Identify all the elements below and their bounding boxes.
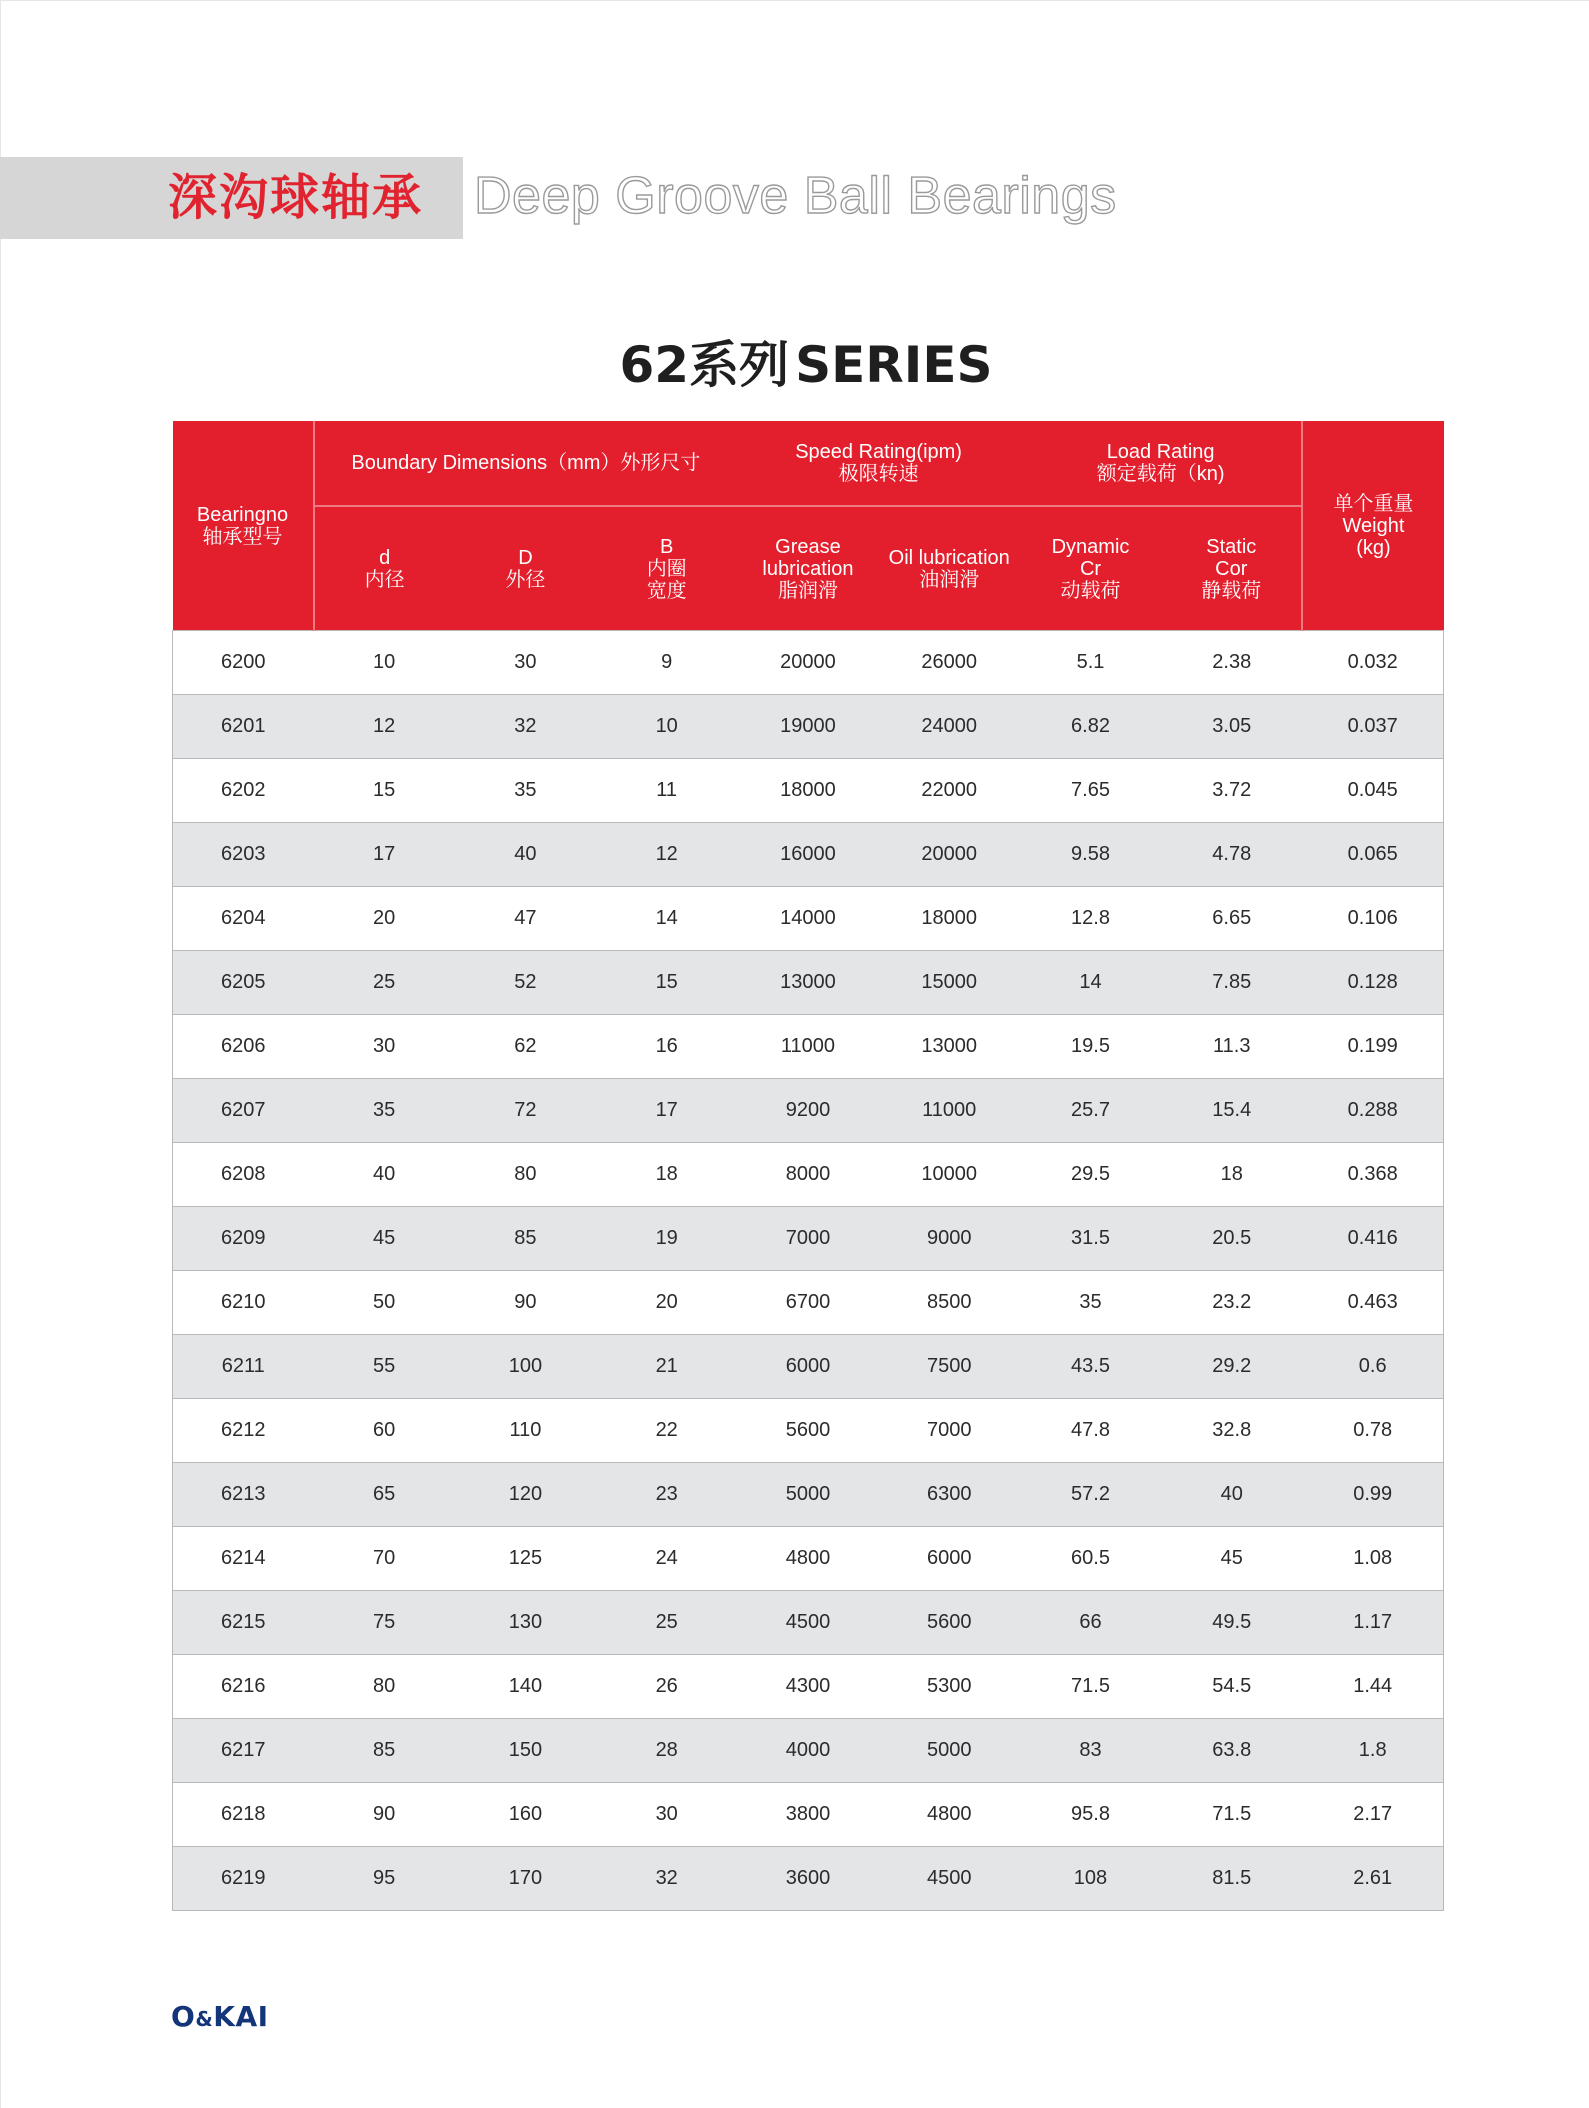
cell-bearing-no: 6207 [173, 1079, 314, 1143]
table-row [173, 1399, 1444, 1463]
cell-dynamic-load: 35 [1020, 1271, 1161, 1335]
cell-weight: 1.44 [1302, 1655, 1443, 1719]
cell-B: 22 [596, 1399, 737, 1463]
cell-weight: 1.8 [1302, 1719, 1443, 1783]
cell-oil-speed: 10000 [879, 1143, 1020, 1207]
cell-B: 10 [596, 695, 737, 759]
header-B-symbol: B [660, 535, 674, 558]
logo-right: KAI [213, 2000, 269, 2033]
cell-dynamic-load: 19.5 [1020, 1015, 1161, 1079]
cell-grease-speed: 9200 [737, 1079, 878, 1143]
cell-weight: 0.368 [1302, 1143, 1443, 1207]
cell-static-load: 11.3 [1161, 1015, 1302, 1079]
header-title-en: Deep Groove Ball Bearings [474, 167, 1117, 225]
cell-oil-speed: 6000 [879, 1527, 1020, 1591]
cell-grease-speed: 6000 [737, 1335, 878, 1399]
header-static-symbol: Cor [1215, 557, 1248, 580]
cell-grease-speed: 4800 [737, 1527, 878, 1591]
cell-d: 60 [314, 1399, 455, 1463]
cell-B: 25 [596, 1591, 737, 1655]
header-d-cn: 内径 [364, 568, 405, 591]
cell-weight: 0.045 [1302, 759, 1443, 823]
cell-grease-speed: 16000 [737, 823, 878, 887]
cell-static-load: 7.85 [1161, 951, 1302, 1015]
cell-bearing-no: 6211 [173, 1335, 314, 1399]
cell-static-load: 6.65 [1161, 887, 1302, 951]
bearing-spec-table [172, 421, 1444, 1911]
series-title-prefix: 62系列 [619, 336, 790, 394]
cell-static-load: 29.2 [1161, 1335, 1302, 1399]
cell-static-load: 32.8 [1161, 1399, 1302, 1463]
cell-grease-speed: 20000 [737, 631, 878, 695]
cell-B: 14 [596, 887, 737, 951]
cell-bearing-no: 6209 [173, 1207, 314, 1271]
cell-weight: 0.106 [1302, 887, 1443, 951]
table-row [173, 1591, 1444, 1655]
header-weight-en: Weight [1342, 514, 1405, 537]
header-static [1161, 506, 1302, 631]
cell-D: 130 [455, 1591, 596, 1655]
cell-d: 30 [314, 1015, 455, 1079]
cell-bearing-no: 6205 [173, 951, 314, 1015]
cell-grease-speed: 11000 [737, 1015, 878, 1079]
header-d [314, 506, 455, 631]
cell-d: 35 [314, 1079, 455, 1143]
cell-D: 80 [455, 1143, 596, 1207]
cell-oil-speed: 9000 [879, 1207, 1020, 1271]
cell-dynamic-load: 25.7 [1020, 1079, 1161, 1143]
cell-B: 23 [596, 1463, 737, 1527]
cell-D: 160 [455, 1783, 596, 1847]
cell-oil-speed: 4500 [879, 1847, 1020, 1911]
cell-d: 85 [314, 1719, 455, 1783]
cell-grease-speed: 7000 [737, 1207, 878, 1271]
header-oil-en: Oil lubrication [888, 546, 1010, 569]
header-oil-cn: 油润滑 [919, 568, 980, 591]
cell-dynamic-load: 66 [1020, 1591, 1161, 1655]
cell-oil-speed: 5300 [879, 1655, 1020, 1719]
cell-grease-speed: 3600 [737, 1847, 878, 1911]
cell-oil-speed: 4800 [879, 1783, 1020, 1847]
cell-weight: 0.199 [1302, 1015, 1443, 1079]
table-row [173, 951, 1444, 1015]
cell-dynamic-load: 6.82 [1020, 695, 1161, 759]
cell-d: 95 [314, 1847, 455, 1911]
cell-d: 12 [314, 695, 455, 759]
cell-d: 80 [314, 1655, 455, 1719]
cell-d: 10 [314, 631, 455, 695]
cell-oil-speed: 5000 [879, 1719, 1020, 1783]
cell-D: 90 [455, 1271, 596, 1335]
header-D-cn: 外径 [505, 568, 546, 591]
series-title [0, 330, 1589, 400]
cell-oil-speed: 5600 [879, 1591, 1020, 1655]
table-row [173, 1847, 1444, 1911]
cell-grease-speed: 4000 [737, 1719, 878, 1783]
cell-weight: 0.128 [1302, 951, 1443, 1015]
cell-weight: 0.6 [1302, 1335, 1443, 1399]
header-B-cn1: 内圈 [646, 557, 687, 580]
cell-d: 65 [314, 1463, 455, 1527]
cell-grease-speed: 18000 [737, 759, 878, 823]
cell-static-load: 23.2 [1161, 1271, 1302, 1335]
cell-oil-speed: 7000 [879, 1399, 1020, 1463]
cell-B: 17 [596, 1079, 737, 1143]
cell-static-load: 4.78 [1161, 823, 1302, 887]
cell-bearing-no: 6218 [173, 1783, 314, 1847]
cell-B: 11 [596, 759, 737, 823]
cell-oil-speed: 8500 [879, 1271, 1020, 1335]
header-speed-cn: 极限转速 [838, 463, 919, 485]
cell-weight: 0.065 [1302, 823, 1443, 887]
cell-B: 28 [596, 1719, 737, 1783]
header-load-cn: 额定载荷（kn) [1096, 463, 1225, 485]
cell-bearing-no: 6219 [173, 1847, 314, 1911]
cell-d: 17 [314, 823, 455, 887]
header-D-symbol: D [518, 546, 533, 569]
header-dynamic-symbol: Cr [1079, 557, 1102, 580]
cell-d: 25 [314, 951, 455, 1015]
cell-D: 40 [455, 823, 596, 887]
series-title-suffix: SERIES [795, 336, 993, 394]
header-grease [737, 506, 878, 631]
cell-static-load: 45 [1161, 1527, 1302, 1591]
cell-d: 55 [314, 1335, 455, 1399]
cell-dynamic-load: 71.5 [1020, 1655, 1161, 1719]
cell-grease-speed: 5000 [737, 1463, 878, 1527]
cell-D: 150 [455, 1719, 596, 1783]
cell-D: 110 [455, 1399, 596, 1463]
cell-grease-speed: 3800 [737, 1783, 878, 1847]
cell-B: 21 [596, 1335, 737, 1399]
cell-oil-speed: 15000 [879, 951, 1020, 1015]
cell-static-load: 15.4 [1161, 1079, 1302, 1143]
cell-bearing-no: 6210 [173, 1271, 314, 1335]
cell-bearing-no: 6208 [173, 1143, 314, 1207]
cell-weight: 0.037 [1302, 695, 1443, 759]
table-row [173, 1271, 1444, 1335]
cell-D: 47 [455, 887, 596, 951]
header-bearingno [173, 421, 314, 631]
cell-dynamic-load: 5.1 [1020, 631, 1161, 695]
cell-oil-speed: 24000 [879, 695, 1020, 759]
cell-dynamic-load: 9.58 [1020, 823, 1161, 887]
cell-B: 24 [596, 1527, 737, 1591]
header-D [455, 506, 596, 631]
cell-dynamic-load: 29.5 [1020, 1143, 1161, 1207]
cell-weight: 0.416 [1302, 1207, 1443, 1271]
cell-D: 125 [455, 1527, 596, 1591]
cell-dynamic-load: 31.5 [1020, 1207, 1161, 1271]
cell-D: 35 [455, 759, 596, 823]
cell-grease-speed: 14000 [737, 887, 878, 951]
cell-D: 170 [455, 1847, 596, 1911]
table-row [173, 1207, 1444, 1271]
cell-weight: 2.17 [1302, 1783, 1443, 1847]
header-static-cn: 静载荷 [1201, 579, 1262, 602]
cell-D: 100 [455, 1335, 596, 1399]
header-dynamic-en: Dynamic [1051, 535, 1130, 558]
cell-d: 70 [314, 1527, 455, 1591]
header-dynamic [1020, 506, 1161, 631]
table-row [173, 1655, 1444, 1719]
cell-grease-speed: 4500 [737, 1591, 878, 1655]
header-bearingno-cn: 轴承型号 [202, 525, 283, 548]
header-d-symbol: d [379, 546, 391, 569]
cell-grease-speed: 4300 [737, 1655, 878, 1719]
cell-dynamic-load: 47.8 [1020, 1399, 1161, 1463]
cell-static-load: 3.05 [1161, 695, 1302, 759]
cell-weight: 0.288 [1302, 1079, 1443, 1143]
cell-B: 30 [596, 1783, 737, 1847]
cell-bearing-no: 6213 [173, 1463, 314, 1527]
cell-static-load: 20.5 [1161, 1207, 1302, 1271]
header-bearingno-en: Bearingno [196, 503, 289, 526]
cell-bearing-no: 6214 [173, 1527, 314, 1591]
cell-D: 52 [455, 951, 596, 1015]
cell-bearing-no: 6216 [173, 1655, 314, 1719]
cell-D: 62 [455, 1015, 596, 1079]
table-row [173, 695, 1444, 759]
cell-dynamic-load: 43.5 [1020, 1335, 1161, 1399]
cell-weight: 0.032 [1302, 631, 1443, 695]
cell-static-load: 63.8 [1161, 1719, 1302, 1783]
table-row [173, 887, 1444, 951]
header-static-en: Static [1206, 535, 1257, 558]
logo-amp: & [195, 2007, 214, 2031]
cell-static-load: 40 [1161, 1463, 1302, 1527]
cell-B: 20 [596, 1271, 737, 1335]
cell-bearing-no: 6203 [173, 823, 314, 887]
table-row [173, 1783, 1444, 1847]
header-speed-rating [737, 421, 1020, 506]
cell-grease-speed: 13000 [737, 951, 878, 1015]
cell-bearing-no: 6206 [173, 1015, 314, 1079]
cell-oil-speed: 7500 [879, 1335, 1020, 1399]
cell-weight: 0.78 [1302, 1399, 1443, 1463]
header-load-rating [1020, 421, 1303, 506]
cell-static-load: 81.5 [1161, 1847, 1302, 1911]
cell-D: 120 [455, 1463, 596, 1527]
cell-D: 72 [455, 1079, 596, 1143]
cell-B: 12 [596, 823, 737, 887]
cell-B: 16 [596, 1015, 737, 1079]
table-row [173, 1079, 1444, 1143]
cell-oil-speed: 11000 [879, 1079, 1020, 1143]
cell-oil-speed: 6300 [879, 1463, 1020, 1527]
header-grease-cn: 脂润滑 [777, 579, 838, 602]
header-title-cn: 深沟球轴承 [168, 169, 424, 226]
cell-D: 140 [455, 1655, 596, 1719]
header-weight [1302, 421, 1443, 631]
cell-static-load: 49.5 [1161, 1591, 1302, 1655]
header-grease-en2: lubrication [762, 557, 854, 580]
table-row [173, 1463, 1444, 1527]
cell-bearing-no: 6200 [173, 631, 314, 695]
cell-grease-speed: 8000 [737, 1143, 878, 1207]
cell-static-load: 71.5 [1161, 1783, 1302, 1847]
cell-dynamic-load: 108 [1020, 1847, 1161, 1911]
header-oil [879, 506, 1020, 631]
brand-logo [171, 1997, 269, 2037]
cell-bearing-no: 6217 [173, 1719, 314, 1783]
table-header [173, 421, 1444, 631]
cell-bearing-no: 6204 [173, 887, 314, 951]
cell-bearing-no: 6212 [173, 1399, 314, 1463]
cell-grease-speed: 19000 [737, 695, 878, 759]
table-row [173, 1015, 1444, 1079]
cell-dynamic-load: 95.8 [1020, 1783, 1161, 1847]
cell-grease-speed: 6700 [737, 1271, 878, 1335]
cell-d: 45 [314, 1207, 455, 1271]
cell-bearing-no: 6202 [173, 759, 314, 823]
header-grease-en1: Grease [775, 535, 841, 558]
cell-weight: 0.99 [1302, 1463, 1443, 1527]
table-row [173, 1719, 1444, 1783]
cell-d: 75 [314, 1591, 455, 1655]
cell-bearing-no: 6215 [173, 1591, 314, 1655]
cell-B: 15 [596, 951, 737, 1015]
table-row [173, 631, 1444, 695]
header-weight-cn: 单个重量 [1333, 492, 1414, 515]
cell-B: 18 [596, 1143, 737, 1207]
cell-d: 15 [314, 759, 455, 823]
cell-D: 85 [455, 1207, 596, 1271]
header-boundary-label: Boundary Dimensions（mm）外形尺寸 [351, 452, 701, 474]
cell-static-load: 2.38 [1161, 631, 1302, 695]
cell-dynamic-load: 60.5 [1020, 1527, 1161, 1591]
cell-D: 30 [455, 631, 596, 695]
table-body [173, 631, 1444, 1911]
header-speed-en: Speed Rating(ipm) [795, 441, 962, 463]
cell-D: 32 [455, 695, 596, 759]
cell-d: 20 [314, 887, 455, 951]
logo-left: O [171, 2000, 196, 2033]
cell-oil-speed: 26000 [879, 631, 1020, 695]
cell-weight: 1.17 [1302, 1591, 1443, 1655]
cell-oil-speed: 20000 [879, 823, 1020, 887]
cell-oil-speed: 18000 [879, 887, 1020, 951]
cell-B: 9 [596, 631, 737, 695]
cell-dynamic-load: 57.2 [1020, 1463, 1161, 1527]
cell-static-load: 18 [1161, 1143, 1302, 1207]
table-row [173, 1527, 1444, 1591]
cell-B: 19 [596, 1207, 737, 1271]
cell-static-load: 54.5 [1161, 1655, 1302, 1719]
cell-grease-speed: 5600 [737, 1399, 878, 1463]
cell-d: 50 [314, 1271, 455, 1335]
cell-B: 32 [596, 1847, 737, 1911]
cell-oil-speed: 22000 [879, 759, 1020, 823]
cell-weight: 0.463 [1302, 1271, 1443, 1335]
cell-weight: 2.61 [1302, 1847, 1443, 1911]
header-weight-unit: (kg) [1356, 536, 1391, 559]
cell-B: 26 [596, 1655, 737, 1719]
header-B-cn2: 宽度 [646, 579, 687, 602]
table-row [173, 1335, 1444, 1399]
cell-weight: 1.08 [1302, 1527, 1443, 1591]
cell-dynamic-load: 83 [1020, 1719, 1161, 1783]
cell-d: 40 [314, 1143, 455, 1207]
header-load-en: Load Rating [1106, 441, 1215, 463]
table-row [173, 823, 1444, 887]
cell-dynamic-load: 7.65 [1020, 759, 1161, 823]
cell-dynamic-load: 12.8 [1020, 887, 1161, 951]
header-B [596, 506, 737, 631]
header-dynamic-cn: 动载荷 [1060, 579, 1121, 602]
cell-static-load: 3.72 [1161, 759, 1302, 823]
table-row [173, 759, 1444, 823]
header-boundary-dimensions [314, 421, 738, 506]
cell-d: 90 [314, 1783, 455, 1847]
cell-oil-speed: 13000 [879, 1015, 1020, 1079]
cell-bearing-no: 6201 [173, 695, 314, 759]
table-row [173, 1143, 1444, 1207]
cell-dynamic-load: 14 [1020, 951, 1161, 1015]
